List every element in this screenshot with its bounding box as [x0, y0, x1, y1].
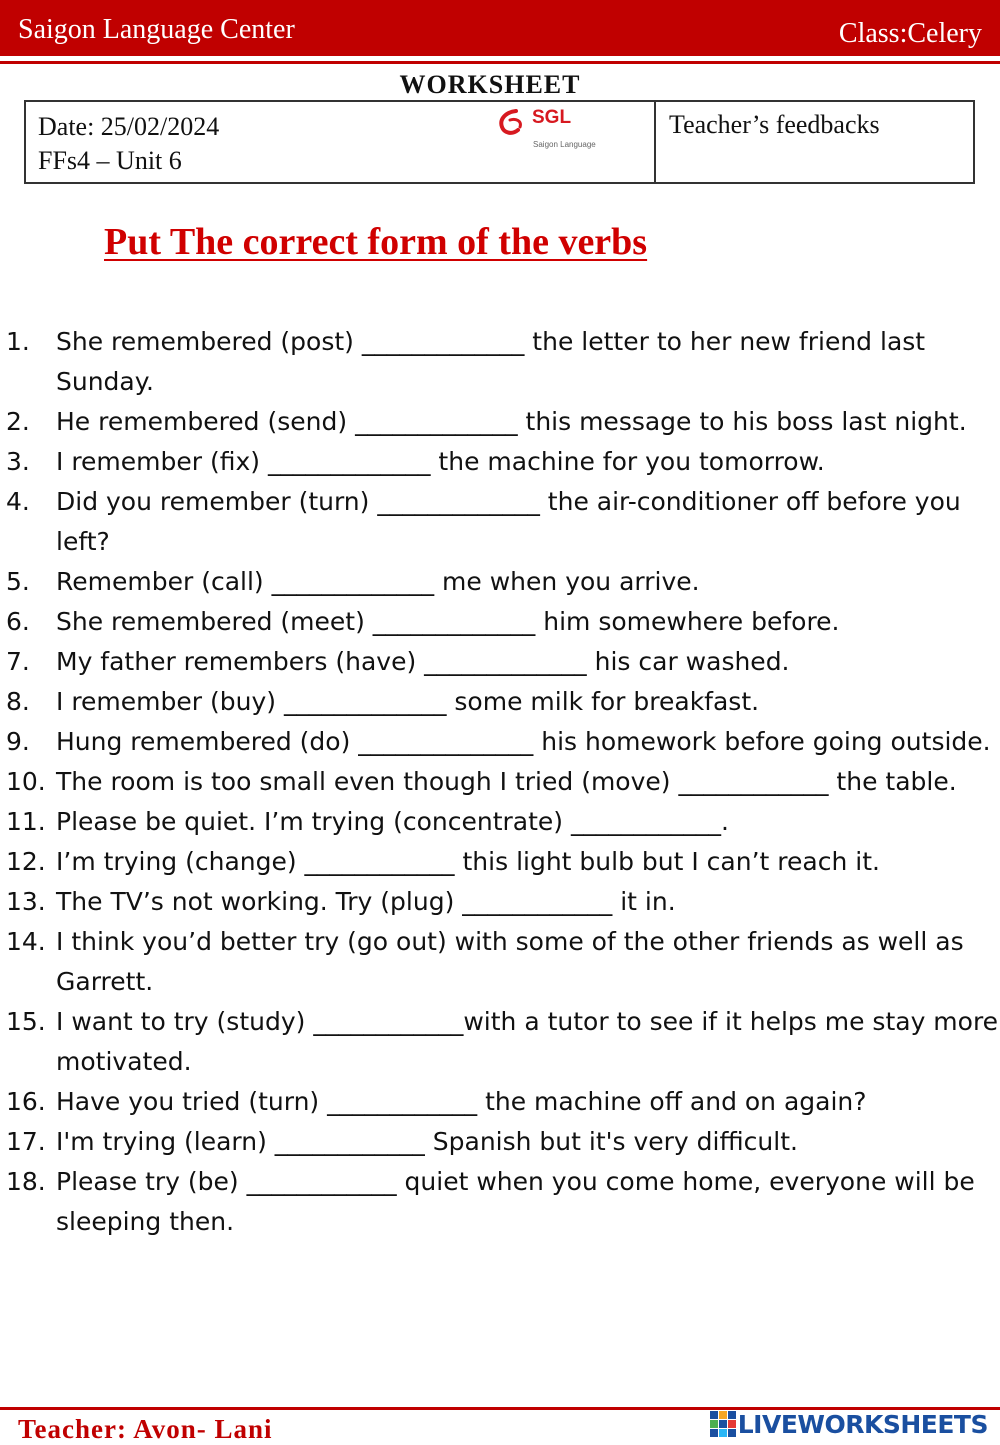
exercise-number: 15. [6, 1007, 46, 1036]
liveworksheets-grid-icon [710, 1411, 736, 1437]
exercise-number: 7. [6, 647, 30, 676]
exercise-number: 12. [6, 847, 46, 876]
exercise-item [0, 682, 1000, 722]
teacher-name: Teacher: Avon- Lani [18, 1414, 273, 1444]
exercise-number: 6. [6, 607, 30, 636]
exercise-item [0, 802, 1000, 842]
exercise-item [0, 402, 1000, 442]
liveworksheets-brand: LIVEWORKSHEETS [737, 1409, 988, 1439]
exercise-text: She remembered (post) _____________ the letter to her new friend last Sunday. [56, 327, 926, 396]
exercise-text: Hung remembered (do) ______________ his homework before going outside. [56, 727, 991, 756]
exercise-item [0, 1162, 1000, 1242]
teacher-feedback-cell: Teacher’s feedbacks [669, 110, 880, 139]
exercise-item [0, 922, 1000, 1002]
exercise-item [0, 642, 1000, 682]
exercise-text: I remember (buy) _____________ some milk for breakfast. [56, 687, 760, 716]
exercise-list [0, 322, 1000, 1242]
sgl-logo-subtitle: Saigon Language [533, 140, 596, 149]
exercise-text: I remember (fix) _____________ the machine for you tomorrow. [56, 447, 825, 476]
exercise-number: 5. [6, 567, 30, 596]
exercise-item [0, 442, 1000, 482]
exercise-number: 8. [6, 687, 30, 716]
exercise-item [0, 762, 1000, 802]
school-name: Saigon Language Center [18, 14, 295, 45]
exercise-number: 11. [6, 807, 46, 836]
exercise-item [0, 322, 1000, 402]
sgl-swirl-icon [496, 108, 528, 138]
exercise-item [0, 1082, 1000, 1122]
exercise-item [0, 882, 1000, 922]
exercise-item [0, 482, 1000, 562]
liveworksheets-logo [710, 1410, 988, 1438]
info-box [24, 100, 975, 184]
exercise-item [0, 842, 1000, 882]
exercise-item [0, 562, 1000, 602]
exercise-number: 14. [6, 927, 46, 956]
exercise-item [0, 722, 1000, 762]
exercise-number: 17. [6, 1127, 46, 1156]
exercise-text: My father remembers (have) _____________ his car washed. [56, 647, 790, 676]
exercise-number: 13. [6, 887, 46, 916]
exercise-text: Please be quiet. I’m trying (concentrate) ____________. [56, 807, 729, 836]
exercise-text: Please try (be) ____________ quiet when you come home, everyone will be sleeping then. [56, 1167, 975, 1236]
exercise-text: Did you remember (turn) _____________ the air-conditioner off before you left? [56, 487, 961, 556]
exercise-text: I want to try (study) ____________with a tutor to see if it helps me stay more motivated. [56, 1007, 999, 1076]
exercise-text: I'm trying (learn) ____________ Spanish but it's very difficult. [56, 1127, 798, 1156]
exercise-text: He remembered (send) _____________ this message to his boss last night. [56, 407, 967, 436]
header-bar [0, 0, 1000, 56]
header-rule [0, 61, 1000, 64]
exercise-number: 1. [6, 327, 30, 356]
unit-text: FFs4 – Unit 6 [38, 146, 182, 175]
exercise-text: The TV’s not working. Try (plug) ____________ it in. [56, 887, 676, 916]
exercise-number: 18. [6, 1167, 46, 1196]
info-left-cell [26, 102, 656, 182]
exercise-number: 9. [6, 727, 30, 756]
sgl-logo [496, 106, 606, 149]
instruction-heading: Put The correct form of the verbs [104, 221, 648, 263]
exercise-number: 16. [6, 1087, 46, 1116]
date-text: Date: 25/02/2024 [38, 112, 220, 141]
exercise-item [0, 602, 1000, 642]
exercise-number: 3. [6, 447, 30, 476]
worksheet-title: WORKSHEET [399, 70, 581, 99]
exercise-number: 10. [6, 767, 46, 796]
exercise-text: The room is too small even though I tried (move) ____________ the table. [56, 767, 957, 796]
exercise-item [0, 1122, 1000, 1162]
class-label: Class:Celery [838, 18, 982, 49]
exercise-text: She remembered (meet) _____________ him somewhere before. [56, 607, 840, 636]
exercise-item [0, 1002, 1000, 1082]
exercise-text: I think you’d better try (go out) with some of the other friends as well as Garrett. [56, 927, 964, 996]
exercise-number: 2. [6, 407, 30, 436]
exercise-number: 4. [6, 487, 30, 516]
sgl-logo-brand: SGL [532, 107, 572, 128]
exercise-text: I’m trying (change) ____________ this light bulb but I can’t reach it. [56, 847, 880, 876]
exercise-text: Have you tried (turn) ____________ the machine off and on again? [56, 1087, 867, 1116]
exercise-text: Remember (call) _____________ me when you arrive. [56, 567, 700, 596]
